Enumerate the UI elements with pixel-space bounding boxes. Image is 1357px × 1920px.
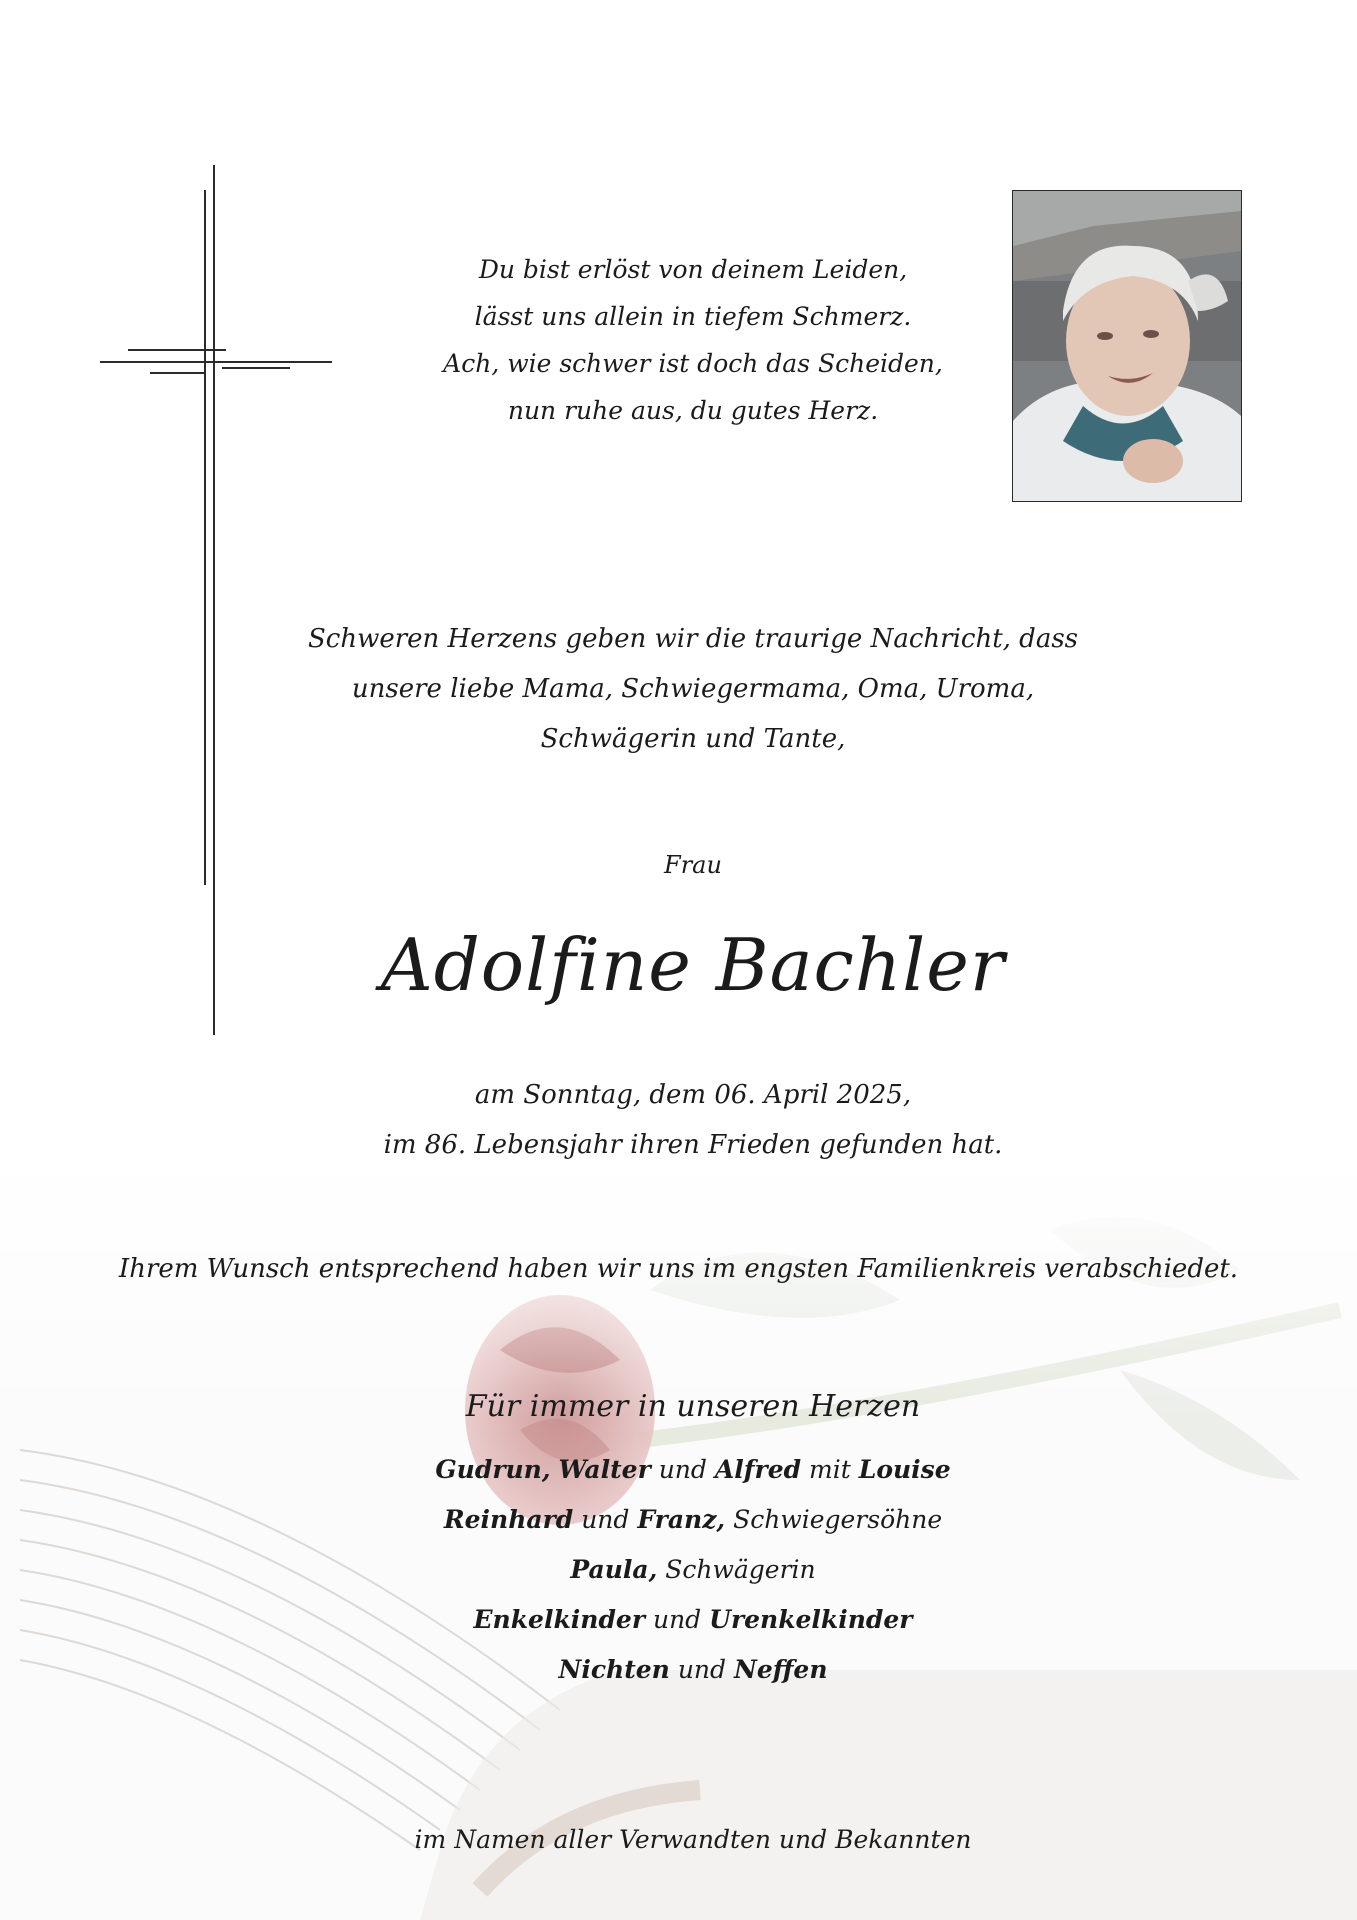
farewell-note: Ihrem Wunsch entsprechend haben wir uns im engsten Familienkreis verabschiedet. [118,1254,1239,1284]
intro-line: Schweren Herzens geben wir die traurige Nachricht, dass [307,624,1079,654]
mourner-role: Schwiegersöhne [733,1505,943,1534]
mourner-name: Urenkelkinder [709,1605,913,1634]
intro-line: Schwägerin und Tante, [540,724,846,754]
salutation: Frau [664,851,722,879]
mourner-name: Paula, [570,1555,658,1584]
mourner-name: Walter [558,1455,651,1484]
poem-line: lässt uns allein in tiefem Schmerz. [474,302,912,331]
mourner-role: Schwägerin [665,1555,816,1584]
deceased-name: Adolfine Bachler [380,923,1006,1007]
closing-line: im Namen aller Verwandten und Bekannten [414,1825,972,1854]
conjunction: und [658,1455,707,1484]
death-date [243,1070,1143,1170]
mourner-name: Neffen [733,1655,828,1684]
mourner-name: Alfred [714,1455,802,1484]
poem-line: nun ruhe aus, du gutes Herz. [507,396,879,425]
date-line: am Sonntag, dem 06. April 2025, [474,1080,912,1110]
intro-line: unsere liebe Mama, Schwiegermama, Oma, Uroma, [351,674,1035,704]
conjunction: mit [809,1455,851,1484]
mourners-line [243,1595,1143,1645]
mourner-name: Louise [858,1455,951,1484]
date-line: im 86. Lebensjahr ihren Frieden gefunden hat. [383,1130,1003,1160]
mourner-name: Gudrun, [435,1455,551,1484]
mourner-name: Reinhard [443,1505,574,1534]
mourner-name: Enkelkinder [473,1605,646,1634]
poem-line: Du bist erlöst von deinem Leiden, [478,255,908,284]
conjunction: und [652,1605,702,1634]
mourners-line [243,1495,1143,1545]
announcement-intro [243,614,1143,764]
mourner-name: Nichten [558,1655,670,1684]
mourners-list [243,1445,1143,1695]
forever-heading: Für immer in unseren Herzen [465,1389,921,1424]
conjunction: und [581,1505,630,1534]
mourners-line [243,1445,1143,1495]
mourners-line [243,1645,1143,1695]
mourners-line [243,1545,1143,1595]
mourner-name: Franz, [637,1505,726,1534]
conjunction: und [677,1655,727,1684]
poem-line: Ach, wie schwer ist doch das Scheiden, [443,349,943,378]
poem [243,246,1143,434]
